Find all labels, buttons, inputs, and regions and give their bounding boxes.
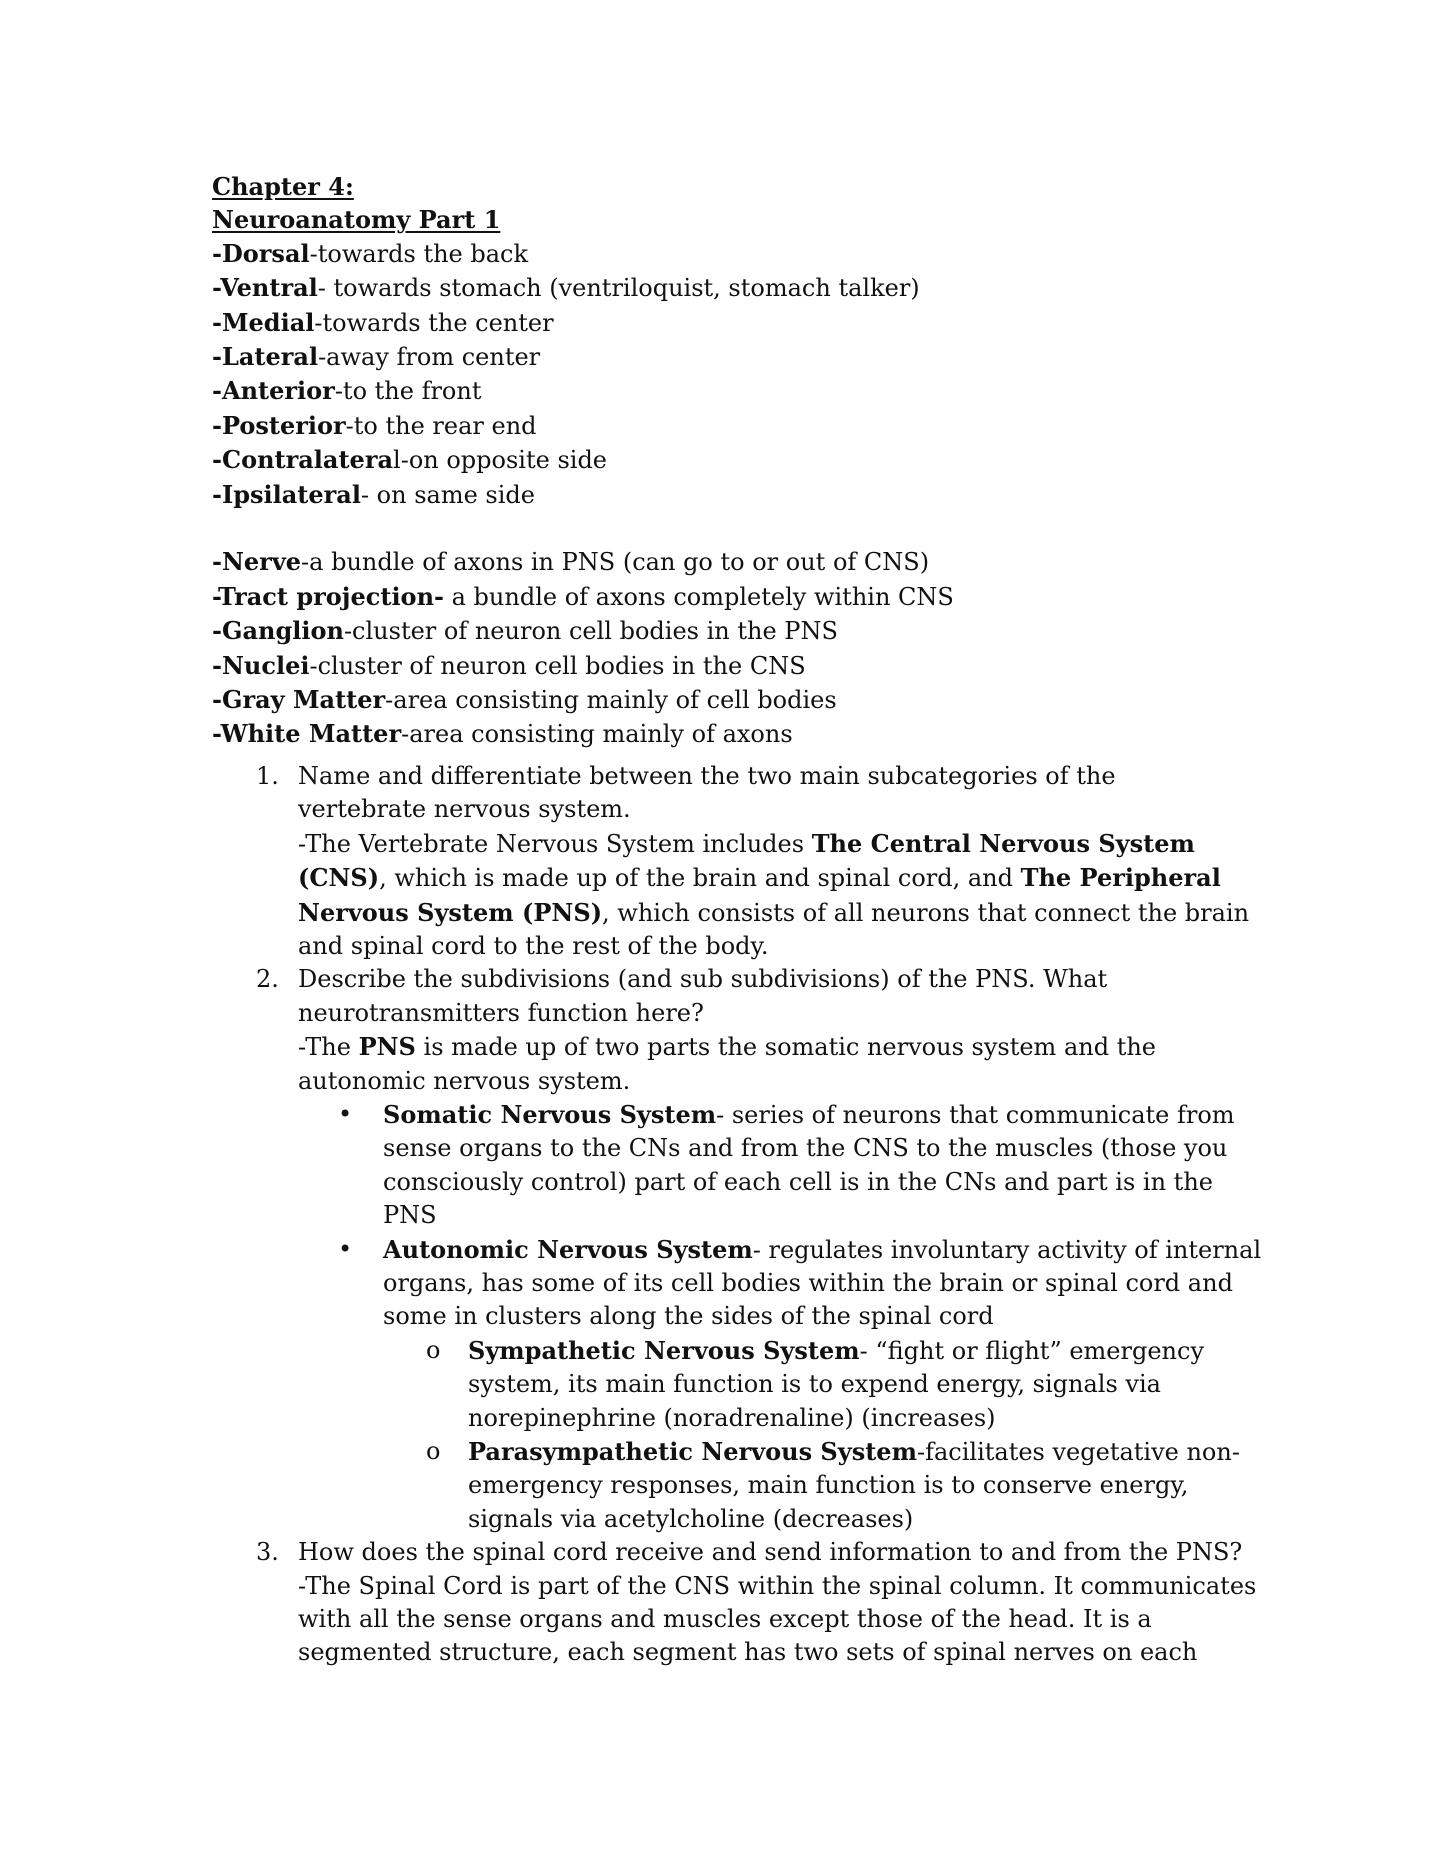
term-label: Somatic Nervous System <box>383 1099 717 1129</box>
answer-span: , which consists of all neurons that connect the brain and spinal cord to the rest of the body. <box>298 898 1250 960</box>
term-row <box>212 683 1272 717</box>
answer-span: -The Vertebrate Nervous System includes <box>298 829 812 858</box>
term-definition: -away from center <box>318 343 541 372</box>
term-definition: - towards stomach (ventriloquist, stomach talker) <box>317 274 920 303</box>
term-row <box>212 409 1272 443</box>
circle-bullet-icon: o <box>426 1335 441 1364</box>
term-definition: -towards the center <box>314 308 554 337</box>
answer-span: is made up of two parts the somatic nervous system and the autonomic nervous system. <box>298 1033 1156 1095</box>
term-row <box>212 717 1272 751</box>
term-definition: - “fight or flight” emergency system, its main function is to expend energy, signals via norepinephrine (noradrenaline) (increases) <box>468 1336 1205 1432</box>
term-definition: a bundle of axons completely within CNS <box>443 582 954 611</box>
term-definition: - series of neurons that communicate from sense organs to the CNs and from the CNS to the muscles (those you consciously control) part of each cell is in the CNs and part is in the PNS <box>383 1100 1235 1230</box>
section-title: Neuroanatomy Part 1 <box>212 205 501 235</box>
term-label: Sympathetic Nervous System <box>468 1335 860 1365</box>
term-label: -Ganglion <box>212 616 344 646</box>
circle-bullet-icon: o <box>426 1437 441 1466</box>
term-row <box>212 340 1272 374</box>
term-label: -Anterior <box>212 376 335 406</box>
term-definition: -cluster of neuron cell bodies in the CNS <box>309 651 806 680</box>
term-label: Autonomic Nervous System <box>383 1234 753 1264</box>
term-label: -Nerve <box>212 547 302 577</box>
bullet-item-autonomic <box>212 1233 1272 1334</box>
term-label: -Ventral <box>212 273 318 303</box>
term-row <box>212 443 1272 477</box>
answer-text <box>298 827 1272 964</box>
answer-text: -The Spinal Cord is part of the CNS within the spinal column. It communicates with all the sense organs and muscles except those of the head. It is a segmented structure, each segment has two sets of spinal nerves on each <box>298 1571 1257 1667</box>
term-definition: - on same side <box>360 480 535 509</box>
answer-span: , which is made up of the brain and spinal cord, and <box>379 864 1021 893</box>
term-definition: -a bundle of axons in PNS (can go to or out of CNS) <box>301 548 930 577</box>
answer-text <box>298 1030 1272 1098</box>
term-row <box>212 580 1272 614</box>
question-text: Describe the subdivisions (and sub subdivisions) of the PNS. What <box>298 965 1108 994</box>
structure-terms-list <box>212 545 1272 751</box>
term-label: -Posterior <box>212 410 346 440</box>
term-label: -White Matter <box>212 719 402 749</box>
question-2 <box>212 963 1272 1098</box>
term-definition: -area consisting mainly of axons <box>401 720 793 749</box>
term-row <box>212 271 1272 305</box>
term-label: -Tract projection- <box>212 581 444 611</box>
bullet-icon: • <box>338 1099 353 1128</box>
term-label: -Lateral <box>212 342 319 372</box>
question-1 <box>212 760 1272 963</box>
term-definition: - regulates involuntary activity of internal organs, has some of its cell bodies within the brain or spinal cord and some in clusters along the sides of the spinal cord <box>383 1235 1262 1331</box>
term-row <box>212 374 1272 408</box>
term-label: -Medial <box>212 307 315 337</box>
term-row <box>212 306 1272 340</box>
question-text: Name and differentiate between the two main subcategories of the <box>298 761 1116 790</box>
pns-term: PNS <box>358 1032 416 1062</box>
term-definition: l-on opposite side <box>393 446 608 475</box>
answer-span: -The <box>298 1033 359 1062</box>
term-label: -Dorsal <box>212 238 310 268</box>
term-definition: -cluster of neuron cell bodies in the PNS <box>343 617 838 646</box>
question-text: How does the spinal cord receive and send information to and from the PNS? <box>298 1538 1243 1567</box>
cns-term: The Central Nervous System (CNS) <box>298 828 1195 893</box>
term-label: -Nuclei <box>212 650 310 680</box>
bullet-icon: • <box>338 1234 353 1263</box>
term-definition: -area consisting mainly of cell bodies <box>385 686 837 715</box>
pns-term: The Peripheral Nervous System (PNS) <box>298 863 1221 927</box>
term-label: Parasympathetic Nervous System <box>468 1437 917 1467</box>
term-definition: -facilitates vegetative non-emergency responses, main function is to conserve energy, signals via acetylcholine (decreases) <box>468 1438 1240 1533</box>
question-text: vertebrate nervous system. <box>298 795 631 824</box>
term-row <box>212 237 1272 271</box>
bullet-item-somatic <box>212 1098 1272 1233</box>
question-number: 3. <box>256 1538 279 1567</box>
term-definition: -to the rear end <box>345 411 537 440</box>
chapter-heading: Chapter 4: <box>212 172 354 201</box>
question-3 <box>212 1536 1272 1670</box>
question-number: 2. <box>256 965 279 994</box>
sub-bullet-item-sympathetic <box>212 1334 1272 1435</box>
term-definition: -towards the back <box>309 239 529 268</box>
term-definition: -to the front <box>334 377 482 406</box>
term-row <box>212 545 1272 579</box>
document-page <box>212 170 1272 1670</box>
question-number: 1. <box>256 761 279 790</box>
question-text: neurotransmitters function here? <box>298 998 704 1027</box>
term-label: -Contralatera <box>212 445 394 475</box>
question-list <box>212 760 1272 1670</box>
sub-bullet-item-parasympathetic <box>212 1435 1272 1536</box>
direction-terms-list <box>212 237 1272 512</box>
term-row <box>212 478 1272 512</box>
term-label: -Ipsilateral <box>212 479 361 509</box>
term-label: -Gray Matter <box>212 685 386 715</box>
term-row <box>212 649 1272 683</box>
spacer <box>212 512 1272 545</box>
term-row <box>212 614 1272 648</box>
